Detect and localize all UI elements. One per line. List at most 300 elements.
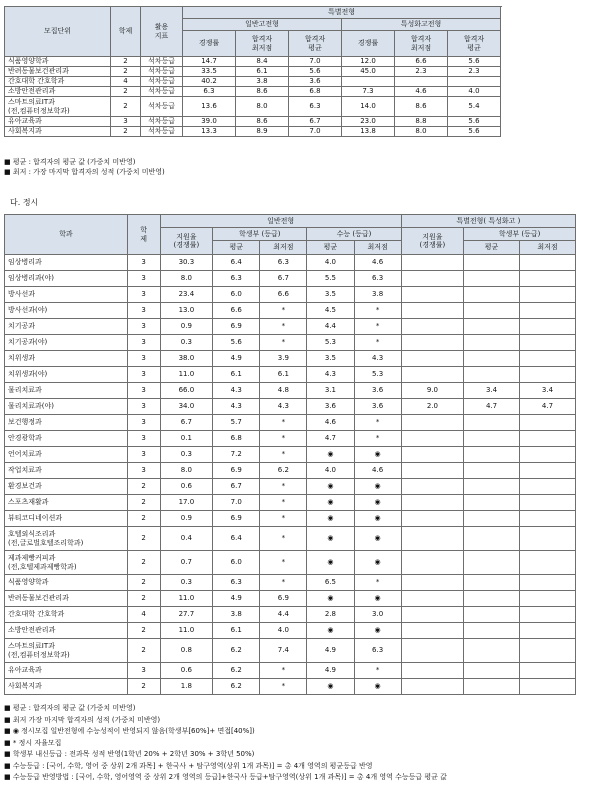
cell-s-comp: 23.0 [342, 117, 395, 127]
table-row [5, 415, 576, 431]
cell-sp-comp [401, 663, 463, 679]
cell-years: 4 [111, 77, 141, 87]
cell-sb-min: 6.3 [260, 255, 307, 271]
cell-comp: 0.9 [160, 511, 213, 527]
cell-sn-min: 3.0 [354, 607, 401, 623]
cell-sp-comp [401, 367, 463, 383]
table-row [5, 77, 501, 87]
cell-s-avg: 5.6 [448, 127, 501, 137]
cell-sn-min: 4.6 [354, 463, 401, 479]
cell-s-avg: 2.3 [448, 67, 501, 77]
cell-sn-min: ◉ [354, 623, 401, 639]
cell-g-min: 8.0 [236, 97, 289, 117]
cell-sb-min: * [260, 319, 307, 335]
cell-sn-min: * [354, 319, 401, 335]
cell-sp-avg [464, 495, 520, 511]
cell-sn-avg: ◉ [307, 527, 354, 551]
cell-sp-comp [401, 551, 463, 575]
cell-years: 3 [127, 447, 160, 463]
dept-name: 간호대학 간호학과 [5, 77, 111, 87]
cell-sb-min: 6.7 [260, 271, 307, 287]
cell-sb-avg: 6.3 [213, 271, 260, 287]
cell-g-comp: 14.7 [183, 57, 236, 67]
table-row [5, 57, 501, 67]
cell-sb-avg: 6.9 [213, 463, 260, 479]
header-avg: 합격자 평균 [289, 31, 342, 57]
dept-name: 소방안전관리과 [5, 87, 111, 97]
header-years: 학제 [111, 7, 141, 57]
cell-metric: 석차등급 [141, 77, 183, 87]
table-row [5, 527, 576, 551]
note-line: ■ 평균 : 합격자의 평균 값 (가중치 미반영) [4, 704, 136, 712]
dept-name: 반려동물보건관리과 [5, 67, 111, 77]
cell-sn-min: 6.3 [354, 639, 401, 663]
cell-sp-avg [464, 527, 520, 551]
cell-sn-avg: ◉ [307, 679, 354, 695]
cell-sp-comp [401, 415, 463, 431]
cell-sn-avg: ◉ [307, 447, 354, 463]
cell-sp-comp [401, 607, 463, 623]
cell-sp-min: 4.7 [520, 399, 576, 415]
cell-sn-min: 3.8 [354, 287, 401, 303]
cell-metric: 석차등급 [141, 87, 183, 97]
cell-sn-min: 4.3 [354, 351, 401, 367]
cell-sp-comp [401, 679, 463, 695]
cell-sb-avg: 6.2 [213, 663, 260, 679]
cell-comp: 8.0 [160, 463, 213, 479]
table-row [5, 87, 501, 97]
table-row [5, 663, 576, 679]
cell-sb-min: 4.3 [260, 399, 307, 415]
cell-sp-comp [401, 623, 463, 639]
cell-sn-avg: 6.5 [307, 575, 354, 591]
cell-sb-min: 4.0 [260, 623, 307, 639]
table-row [5, 255, 576, 271]
cell-years: 3 [127, 319, 160, 335]
dept-name: 스마트의료IT과 (전,컴퓨터정보학과) [5, 97, 111, 117]
note-line: ■ 최저 가장 마지막 합격자의 성적 (가중치 미반영) [4, 715, 161, 724]
cell-years: 2 [127, 495, 160, 511]
cell-years: 3 [127, 663, 160, 679]
cell-comp: 0.7 [160, 551, 213, 575]
header-min: 최저점 [260, 241, 307, 255]
cell-sn-avg: 4.5 [307, 303, 354, 319]
cell-s-avg: 4.0 [448, 87, 501, 97]
cell-s-comp: 13.8 [342, 127, 395, 137]
cell-comp: 0.4 [160, 527, 213, 551]
cell-sp-avg [464, 431, 520, 447]
note-line: ■ 학생부 내신등급 : 전과목 성적 반영(1학년 20% + 2학년 30% + 3학년 50%) [4, 750, 255, 758]
cell-sn-min: ◉ [354, 447, 401, 463]
cell-sp-min [520, 335, 576, 351]
header-avg: 합격자 평균 [448, 31, 501, 57]
header-special: 특별전형( 특성화고 ) [401, 215, 575, 228]
cell-comp: 11.0 [160, 591, 213, 607]
cell-sb-avg: 6.2 [213, 639, 260, 663]
cell-sn-avg: 3.5 [307, 287, 354, 303]
cell-sn-min: ◉ [354, 551, 401, 575]
dept-name: 반려동물보건관리과 [5, 591, 128, 607]
dept-name: 간호대학 간호학과 [5, 607, 128, 623]
cell-s-avg: 5.4 [448, 97, 501, 117]
cell-sb-min: 7.4 [260, 639, 307, 663]
cell-sp-comp [401, 431, 463, 447]
cell-metric: 석차등급 [141, 117, 183, 127]
cell-g-avg: 7.0 [289, 127, 342, 137]
cell-years: 2 [111, 57, 141, 67]
cell-years: 3 [127, 287, 160, 303]
cell-sb-avg: 6.9 [213, 511, 260, 527]
cell-sp-avg [464, 607, 520, 623]
cell-years: 3 [127, 399, 160, 415]
cell-years: 2 [111, 87, 141, 97]
cell-sn-avg: 4.7 [307, 431, 354, 447]
cell-sp-avg [464, 271, 520, 287]
cell-sp-min [520, 527, 576, 551]
cell-sp-avg [464, 679, 520, 695]
cell-sn-min: ◉ [354, 495, 401, 511]
cell-sp-min [520, 463, 576, 479]
notes-1 [4, 158, 165, 178]
cell-s-min: 4.6 [395, 87, 448, 97]
cell-sn-avg: 3.5 [307, 351, 354, 367]
cell-sb-avg: 7.2 [213, 447, 260, 463]
cell-sp-min [520, 639, 576, 663]
header-min: 최저점 [354, 241, 401, 255]
cell-sn-avg: ◉ [307, 479, 354, 495]
cell-sp-avg [464, 319, 520, 335]
cell-s-min: 8.0 [395, 127, 448, 137]
cell-sp-avg [464, 511, 520, 527]
cell-s-min: 8.6 [395, 97, 448, 117]
dept-name: 임상병리과(야) [5, 271, 128, 287]
header-specialized: 특성화고전형 [342, 19, 501, 31]
cell-comp: 0.9 [160, 319, 213, 335]
header-years: 학 제 [127, 215, 160, 255]
cell-years: 3 [127, 271, 160, 287]
cell-metric: 석차등급 [141, 97, 183, 117]
section-title-jeongsi: 다. 정시 [10, 198, 39, 207]
dept-name: 사회복지과 [5, 127, 111, 137]
cell-metric: 석차등급 [141, 127, 183, 137]
cell-sn-avg: 4.9 [307, 663, 354, 679]
table-row [5, 679, 576, 695]
cell-sb-min: 4.4 [260, 607, 307, 623]
cell-sn-avg: ◉ [307, 623, 354, 639]
cell-sp-min [520, 663, 576, 679]
cell-sp-min [520, 255, 576, 271]
cell-sp-comp [401, 351, 463, 367]
cell-years: 3 [127, 255, 160, 271]
header-min: 합격자 최저점 [236, 31, 289, 57]
cell-s-avg: 5.6 [448, 117, 501, 127]
cell-sp-comp [401, 639, 463, 663]
dept-name: 스포츠재활과 [5, 495, 128, 511]
cell-comp: 0.1 [160, 431, 213, 447]
cell-sp-avg [464, 623, 520, 639]
cell-sp-avg [464, 591, 520, 607]
cell-comp: 17.0 [160, 495, 213, 511]
cell-sp-min [520, 351, 576, 367]
note-line: ■ 수능등급 반영방법 : [국어, 수학, 영어영역 중 상위 2개 영역의 등급]+한국사 등급+탐구영역(상위 1개 과목)] = 총 4개 영역 수능등급 평균 값 [4, 773, 447, 781]
header-dept: 학과 [5, 215, 128, 255]
cell-years: 3 [127, 303, 160, 319]
note-line: ■ * 정시 자율모집 [4, 738, 62, 747]
cell-sn-min: * [354, 415, 401, 431]
cell-g-min: 8.9 [236, 127, 289, 137]
cell-comp: 13.0 [160, 303, 213, 319]
table-row [5, 591, 576, 607]
cell-comp: 11.0 [160, 367, 213, 383]
dept-name: 안경광학과 [5, 431, 128, 447]
dept-name: 유아교육과 [5, 663, 128, 679]
cell-g-avg: 5.6 [289, 67, 342, 77]
cell-comp: 0.6 [160, 479, 213, 495]
cell-sp-min [520, 495, 576, 511]
cell-s-comp: 12.0 [342, 57, 395, 67]
cell-sb-avg: 4.3 [213, 383, 260, 399]
table-row [5, 575, 576, 591]
cell-sb-min: * [260, 303, 307, 319]
cell-sb-min: * [260, 679, 307, 695]
dept-name: 환경보건과 [5, 479, 128, 495]
table-row [5, 479, 576, 495]
cell-g-min: 8.6 [236, 87, 289, 97]
header-metric: 활용 지표 [141, 7, 183, 57]
cell-sp-min [520, 447, 576, 463]
cell-sn-avg: 5.5 [307, 271, 354, 287]
dept-name: 유아교육과 [5, 117, 111, 127]
cell-sn-min: ◉ [354, 591, 401, 607]
dept-name: 물리치료과(야) [5, 399, 128, 415]
cell-sb-avg: 6.4 [213, 255, 260, 271]
cell-sp-comp [401, 527, 463, 551]
cell-sp-comp [401, 495, 463, 511]
header-school-record: 학생부 (등급) [213, 228, 307, 241]
table-row [5, 271, 576, 287]
cell-sn-avg: 3.6 [307, 399, 354, 415]
cell-sp-comp [401, 335, 463, 351]
cell-years: 2 [127, 479, 160, 495]
cell-metric: 석차등급 [141, 67, 183, 77]
cell-sp-comp [401, 575, 463, 591]
note-line: ■ ◉ 정시모집 일반전형에 수능성적이 반영되지 않음(학생부[60%]+ 면접[40%]) [4, 727, 255, 735]
cell-sp-min [520, 607, 576, 623]
cell-sp-comp: 2.0 [401, 399, 463, 415]
dept-name: 언어치료과 [5, 447, 128, 463]
cell-sp-min [520, 303, 576, 319]
cell-sp-comp [401, 591, 463, 607]
header-min: 합격자 최저점 [395, 31, 448, 57]
cell-s-comp [342, 77, 395, 87]
cell-sp-min [520, 551, 576, 575]
cell-comp: 0.8 [160, 639, 213, 663]
cell-s-comp: 14.0 [342, 97, 395, 117]
dept-name: 식품영양학과 [5, 57, 111, 67]
header-avg: 평균 [307, 241, 354, 255]
cell-sn-min: 3.6 [354, 383, 401, 399]
table-row [5, 117, 501, 127]
cell-sn-avg: 4.0 [307, 463, 354, 479]
cell-sp-avg [464, 463, 520, 479]
cell-s-avg: 5.6 [448, 57, 501, 67]
header-general: 일반고전형 [183, 19, 342, 31]
dept-name: 물리치료과 [5, 383, 128, 399]
cell-sn-min: * [354, 663, 401, 679]
table-row [5, 607, 576, 623]
cell-sn-min: ◉ [354, 527, 401, 551]
cell-sp-min [520, 367, 576, 383]
cell-sp-avg [464, 335, 520, 351]
cell-sp-min [520, 287, 576, 303]
cell-sp-min [520, 591, 576, 607]
cell-comp: 27.7 [160, 607, 213, 623]
cell-sp-comp [401, 447, 463, 463]
cell-sb-min: 6.9 [260, 591, 307, 607]
cell-sp-comp [401, 511, 463, 527]
cell-g-avg: 6.3 [289, 97, 342, 117]
cell-sb-min: * [260, 551, 307, 575]
admission-results-table-2 [4, 214, 576, 695]
cell-comp: 23.4 [160, 287, 213, 303]
header-competition: 경쟁률 [342, 31, 395, 57]
cell-sb-min: * [260, 415, 307, 431]
cell-years: 3 [127, 367, 160, 383]
cell-comp: 0.6 [160, 663, 213, 679]
cell-sn-avg: 3.1 [307, 383, 354, 399]
cell-sp-comp [401, 319, 463, 335]
dept-name: 치기공과 [5, 319, 128, 335]
cell-sp-min [520, 479, 576, 495]
cell-years: 3 [111, 117, 141, 127]
cell-comp: 38.0 [160, 351, 213, 367]
cell-g-comp: 13.3 [183, 127, 236, 137]
table-row [5, 447, 576, 463]
cell-g-min: 3.8 [236, 77, 289, 87]
cell-sn-avg: 4.9 [307, 639, 354, 663]
cell-sb-avg: 3.8 [213, 607, 260, 623]
cell-sp-min [520, 575, 576, 591]
dept-name: 방사선과 [5, 287, 128, 303]
cell-sp-avg [464, 551, 520, 575]
header-unit: 모집단위 [5, 7, 111, 57]
cell-sn-min: 6.3 [354, 271, 401, 287]
cell-sp-comp [401, 255, 463, 271]
cell-sn-avg: 4.0 [307, 255, 354, 271]
cell-years: 3 [127, 431, 160, 447]
cell-sn-min: 5.3 [354, 367, 401, 383]
cell-s-min: 6.6 [395, 57, 448, 67]
cell-years: 3 [127, 415, 160, 431]
cell-s-min: 8.8 [395, 117, 448, 127]
cell-sb-avg: 6.0 [213, 287, 260, 303]
cell-sn-min: ◉ [354, 479, 401, 495]
cell-sn-min: * [354, 575, 401, 591]
cell-sp-avg: 4.7 [464, 399, 520, 415]
dept-name: 사회복지과 [5, 679, 128, 695]
cell-sp-comp [401, 479, 463, 495]
table-row [5, 319, 576, 335]
cell-years: 3 [127, 383, 160, 399]
cell-sp-avg [464, 415, 520, 431]
cell-comp: 34.0 [160, 399, 213, 415]
cell-s-comp: 7.3 [342, 87, 395, 97]
dept-name: 치기공과(야) [5, 335, 128, 351]
cell-sp-avg: 3.4 [464, 383, 520, 399]
note-line: ■ 수능등급 : [국어, 수학, 영어 중 상위 2개 과목] + 한국사 + 탐구영역(상위 1개 과목)] = 총 4개 영역의 평균등급 반영 [4, 761, 373, 770]
header-min: 최저점 [520, 241, 576, 255]
cell-sb-avg: 6.9 [213, 319, 260, 335]
cell-sb-min: 6.2 [260, 463, 307, 479]
table-row [5, 67, 501, 77]
cell-g-min: 8.6 [236, 117, 289, 127]
cell-sp-comp [401, 287, 463, 303]
table-row [5, 127, 501, 137]
cell-sn-avg: ◉ [307, 495, 354, 511]
cell-comp: 8.0 [160, 271, 213, 287]
header-suneung: 수능 (등급) [307, 228, 401, 241]
cell-sb-avg: 6.6 [213, 303, 260, 319]
cell-sp-min [520, 431, 576, 447]
cell-years: 2 [111, 67, 141, 77]
cell-sp-min [520, 319, 576, 335]
cell-sb-min: * [260, 431, 307, 447]
cell-g-comp: 33.5 [183, 67, 236, 77]
header-special-competition: 지원율 (경쟁률) [401, 228, 463, 255]
table-row [5, 623, 576, 639]
notes-2 [4, 704, 447, 785]
header-avg: 평균 [213, 241, 260, 255]
cell-sb-min: 3.9 [260, 351, 307, 367]
cell-sb-min: * [260, 663, 307, 679]
table-row [5, 511, 576, 527]
cell-g-avg: 3.6 [289, 77, 342, 87]
dept-name: 치위생과 [5, 351, 128, 367]
cell-sp-avg [464, 447, 520, 463]
cell-years: 2 [127, 527, 160, 551]
cell-sp-min [520, 271, 576, 287]
cell-years: 2 [127, 591, 160, 607]
cell-sp-avg [464, 303, 520, 319]
cell-comp: 0.3 [160, 447, 213, 463]
cell-metric: 석차등급 [141, 57, 183, 67]
cell-sp-min [520, 415, 576, 431]
dept-name: 소방안전관리과 [5, 623, 128, 639]
cell-sb-avg: 5.7 [213, 415, 260, 431]
cell-sp-comp [401, 303, 463, 319]
dept-name: 보건행정과 [5, 415, 128, 431]
cell-years: 2 [127, 511, 160, 527]
header-competition: 경쟁률 [183, 31, 236, 57]
cell-years: 4 [127, 607, 160, 623]
cell-comp: 6.7 [160, 415, 213, 431]
cell-g-min: 8.4 [236, 57, 289, 67]
cell-sb-min: * [260, 511, 307, 527]
cell-sb-avg: 6.8 [213, 431, 260, 447]
cell-sb-min: * [260, 335, 307, 351]
cell-sn-avg: ◉ [307, 511, 354, 527]
cell-s-min: 2.3 [395, 67, 448, 77]
cell-sn-min: ◉ [354, 511, 401, 527]
cell-sp-avg [464, 663, 520, 679]
cell-g-avg: 6.7 [289, 117, 342, 127]
cell-sb-min: 6.1 [260, 367, 307, 383]
cell-comp: 66.0 [160, 383, 213, 399]
note-line: ■ 최저 : 가장 마지막 합격자의 성적 (가중치 미반영) [4, 168, 165, 176]
table-row [5, 335, 576, 351]
header-general: 일반전형 [160, 215, 401, 228]
dept-name: 임상병리과 [5, 255, 128, 271]
